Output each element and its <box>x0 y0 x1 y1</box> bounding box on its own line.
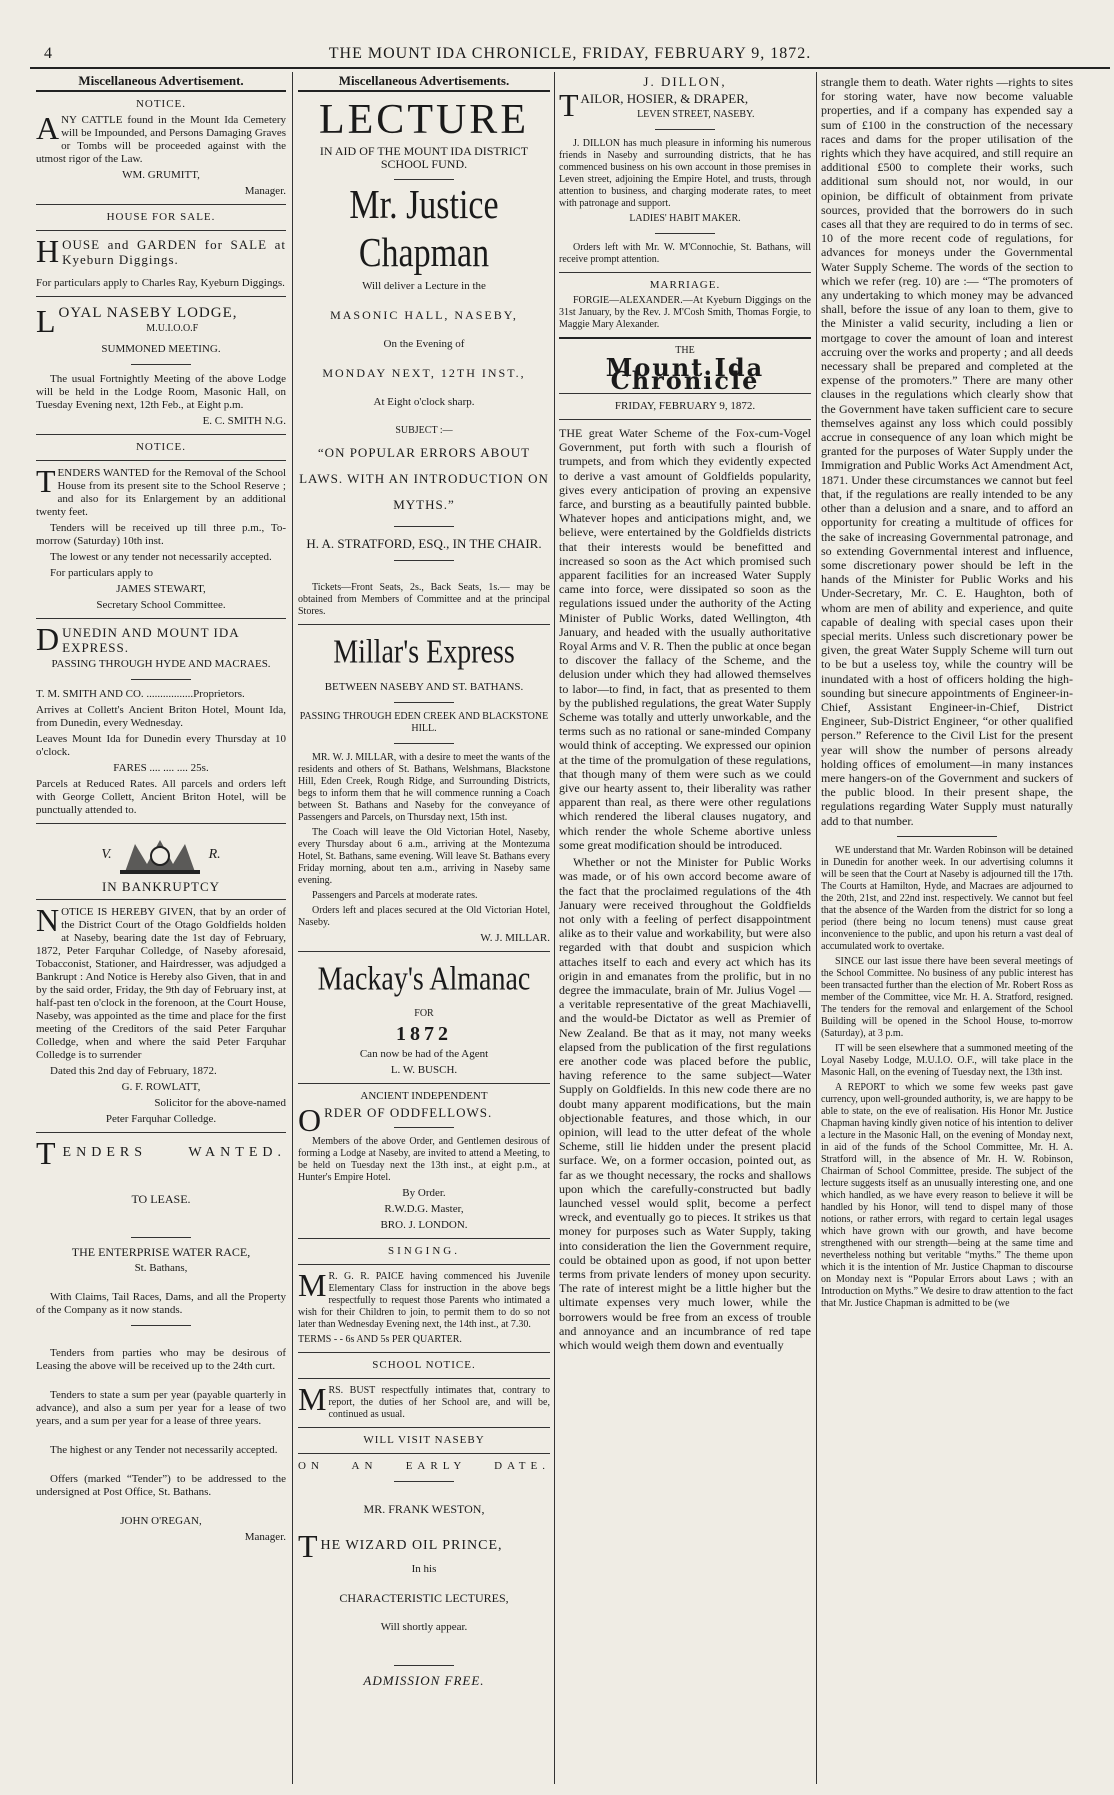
tenders-wanted-title: TENDERS WANTED. <box>36 1135 286 1171</box>
express-leaves: Leaves Mount Ida for Dunedin every Thursday at 10 o'clock. <box>36 733 286 758</box>
race-location: St. Bathans, <box>134 1262 188 1274</box>
signature: R.W.D.G. Master, <box>384 1203 464 1215</box>
school-notice-head: SCHOOL NOTICE. <box>372 1359 476 1371</box>
lecture-deliver: Will deliver a Lecture in the <box>362 280 486 292</box>
signature: W. J. MILLAR. <box>480 932 550 944</box>
express-arrives: Arrives at Collett's Ancient Briton Hotel, Mount Ida, from Dunedin, every Wednesday. <box>36 704 286 729</box>
news-item: WE understand that Mr. Warden Robinson will be detained in Dunedin for another week. In our advertising columns it will be seen that the Court at Naseby is adjourned till the 17th. The Courts at Hamilton, Hyde, and Macraes are adjourned to the 20th, 21st, and 22nd inst. respectively. We cannot but feel that the absence of the Warden from the district for so long a period (there being no locum tenens) must cause great inconvenience to the public, and upon his return a vast deal of accumulated work to overtake. <box>821 844 1073 952</box>
lecture-hall: MASONIC HALL, NASEBY, <box>330 308 518 322</box>
performer-name: MR. FRANK WESTON, <box>363 1502 485 1516</box>
column-rule <box>816 72 817 1784</box>
millar-text: The Coach will leave the Old Victorian Hotel, Naseby, every Thursday about 6 a.m., arriving at the Montezuma Hotel, St. Bathans, same evening. Will leave St. Bathans every Friday morning, about ten a.m., arriving in Naseby same evening. <box>298 827 550 886</box>
to-lease: TO LEASE. <box>131 1192 191 1206</box>
marriage-text: FORGIE—ALEXANDER.—At Kyeburn Diggings on the 31st January, by the Rev. J. M'Cosh Smith, Thomas Forgie, to Maggie Mary Alexander. <box>559 295 811 330</box>
race-text: Tenders from parties who may be desirous of Leasing the above will be received up to the 24th curt. <box>36 1347 286 1372</box>
cattle-notice: ANY CATTLE found in the Mount Ida Cemetery will be Impounded, and Persons Damaging Graves or Tombs will be proceeded against with the utmost rigor of the Law. <box>36 110 286 165</box>
tenders-notice: TENDERS WANTED for the Removal of the School House from its present site to the School Reserve ; and also for its Enlargement by an additional twenty feet. <box>36 463 286 518</box>
almanac-agent-name: L. W. BUSCH. <box>390 1064 458 1076</box>
column-3 <box>559 72 811 1784</box>
ad-heading: NOTICE. <box>135 98 187 110</box>
singing-terms: TERMS - - 6s AND 5s PER QUARTER. <box>298 1334 462 1345</box>
lecture-aid: IN AID OF THE MOUNT IDA DISTRICT SCHOOL FUND. <box>319 144 529 171</box>
masthead <box>30 41 1110 69</box>
school-notice-text: MRS. BUST respectfully intimates that, contrary to report, the duties of her School are, and will be, continued as usual. <box>298 1381 550 1420</box>
millar-text: Passengers and Parcels at moderate rates. <box>312 890 478 901</box>
singing-text: MR. G. R. PAICE having commenced his Juvenile Elementary Class for instruction in the above begs respectfully to request those Parents who intimated a wish for their Children to join, to permit them to do so not later than Wednesday Evening next, the 14th inst., at 7.30. <box>298 1267 550 1330</box>
royal-crest <box>36 834 286 876</box>
ad-heading: NOTICE. <box>135 441 187 453</box>
oddfellows-by: By Order. <box>402 1187 446 1199</box>
express-parcels: Parcels at Reduced Rates. All parcels and orders left with George Collett, Ancient Briton Hotel, will be punctually attended to. <box>36 778 286 816</box>
millar-sub: BETWEEN NASEBY AND ST. BATHANS. <box>324 681 524 693</box>
section-heading: Miscellaneous Advertisements. <box>298 72 550 92</box>
crest-letter: R. <box>208 847 221 863</box>
almanac-year: 1872 <box>396 1023 452 1045</box>
millar-text: Orders left and places secured at the Old Victorian Hotel, Naseby. <box>298 905 550 928</box>
signature: WM. GRUMITT, <box>122 169 200 181</box>
the-label: THE <box>675 345 695 356</box>
editorial: THE great Water Scheme of the Fox-cum-Vogel Government, put forth with such a flourish of trumpets, and from which they evidently expected to derive a vast amount of Goldfields popularity, gives every anticipation of proving an expensive farce, and bursting as a beautifully painted bubble. Whatever hopes and anticipations might, and, we believe, were entertained by the Goldfields districts that their interests would be benefitted and increased so soon as the Act which promised such apparent facilities for an increased Water Supply came into force, were dissipated so soon as the regulations issued under the authority of the Acting Minister of Public Works, dated Wellington, 4th January, and headed with the usually authoritative Royal Arms and V. R. Then the public at once began to discover the fallacy of the Scheme, and the delusion under which they had allowed themselves to labor—to find, in fact, that as presented to them by the published regulations, the great Water Supply Scheme was totally and utterly unworkable, and the terms such as no rational or sane-minded Company would think of accepting. We expressed our opinion at the time of the promulgation of these regulations, that though many of them were such as we could give our hearty assent to, their liberality was rather apparent than real, as there were other regulations which rendered the liberal clauses nugatory, and which render the whole Scheme abortive unless some great modification should be introduced. <box>559 426 811 852</box>
millar-text: MR. W. J. MILLAR, with a desire to meet the wants of the residents and others of St. Bathans, Welshmans, Blackstone Hill, Eden Creek, Rough Ridge, and Surrounding Districts, begs to inform them that he will commence running a Coach between St. Bathans and Naseby for the conveyance of Passengers and Parcels, on Thursday next, 15th inst. <box>298 752 550 823</box>
lodge-title: LOYAL NASEBY LODGE, <box>36 303 238 339</box>
news-item: IT will be seen elsewhere that a summoned meeting of the Loyal Naseby Lodge, M.U.I.O. O.F., will take place in the Masonic Hall, on the evening of Tuesday next, the 13th inst. <box>821 1042 1073 1078</box>
visit-sub: ON AN EARLY DATE. <box>298 1460 550 1472</box>
oddfellows-text: Members of the above Order, and Gentlemen desirous of forming a Lodge at Naseby, are invited to attend a Meeting, to be held on Tuesday next the 13th inst., at eight p.m., at Hunter's Empire Hotel. <box>298 1136 550 1183</box>
performer-lectures: CHARACTERISTIC LECTURES, <box>339 1591 509 1605</box>
express-fares: FARES .... .... .... 25s. <box>113 762 209 774</box>
editorial: Whether or not the Minister for Public Works was made, or of his own accord become aware of the fact that the proclaimed regulations of the 4th January were received throughout the Goldfields not only with a feeling of perfect disappointment alike as to their value and workability, but were also regarded with that doubt and suspicion which attaches itself to each and every act which has its origin in and emanates from the prolific, but in no degree the immaculate, brain of Mr. Julius Vogel —a veritable representative of the great Machiavelli, and the would-be Dictator as well as Premier of New Zealand. Be that as it may, not many weeks elapsed from the publication of the first regulations ere another code was placed before the public, having reference to the same subject—Water Supply on Goldfields. In this new code there are no doubt many apparent modifications, but the main objectionable features, and those which, in our opinion, will lead to the utter defeat of the whole Scheme, still lie hidden under the present placid surface. We, on a former occasion, pointed out, as far as we thought necessary, the rocks and shallows upon which the carefully-constructed but badly launched vessel would split, become a perfect wreck, and eventually go to pieces. It strikes us that money for purposes such as Water Supply, taking into consideration the lien the Government require, could be obtained upon as good, if not upon better terms from private lenders of money upon security. The rate of interest might be a little higher but the ultimate expenses very much lower, while the borrowers would be free from an excess of trouble and annoyance and an incumbrance of red tape which would weigh them down and eventually <box>559 855 811 1352</box>
crest-letter: V. <box>101 847 112 863</box>
lecture-speaker: Mr. Justice Chapman <box>349 183 499 276</box>
bankruptcy-heading: IN BANKRUPTCY <box>101 879 221 894</box>
visit-head: WILL VISIT NASEBY <box>363 1434 485 1446</box>
signature: G. F. ROWLATT, <box>121 1081 201 1093</box>
dillon-text: J. DILLON has much pleasure in informing his numerous friends in Naseby and surrounding districts, that he has commenced business on his own account in those premises in Leven street, adjoining the Empire Hotel, and trusts, through attention to business, and charging moderate rates, to meet with patronage and support. <box>559 138 811 209</box>
section-heading: Miscellaneous Advertisement. <box>36 72 286 92</box>
dillon-title: TAILOR, HOSIER, & DRAPER, <box>559 87 749 123</box>
ad-heading: HOUSE FOR SALE. <box>106 211 216 223</box>
signature-title: Secretary School Committee. <box>96 599 226 611</box>
coat-of-arms-icon <box>115 834 205 876</box>
signature-title: Solicitor for the above-named <box>154 1097 286 1109</box>
house-apply: For particulars apply to Charles Ray, Kyeburn Diggings. <box>36 277 285 289</box>
race-text: With Claims, Tail Races, Dams, and all the Property of the Company as it now stands. <box>36 1291 286 1316</box>
express-title: DUNEDIN AND MOUNT IDA EXPRESS. <box>36 621 239 657</box>
performer-in-his: In his <box>411 1563 437 1575</box>
almanac-agent: Can now be had of the Agent <box>359 1048 489 1060</box>
house-ad: HOUSE and GARDEN for SALE at Kyeburn Diggings. <box>36 233 286 269</box>
dillon-habit: LADIES' HABIT MAKER. <box>629 213 741 224</box>
editorial-continued: strangle them to death. Water rights —rights to sites for storing water, have now become valuable properties, and if a company has expended say a sum of £100 in the construction of the necessary races and dams for the proper utilisation of the rights which they have acquired, and still require an additional £500 to complete their works, such additional sum should not, nor would, in our opinion, be difficult of obtainment from private sources, provided that the borrowers do in such cases all that they are required to do in terms of sec. 10 of the more recent code of regulations, for advances for moneys under the Governmental Water Supply Scheme. The words of the section to which we refer (reg. 10) are :— “The promoters of any undertaking to which money may be advanced shall, before the issue of any loan to them, give to the Minister a valid security, including a lien or mortgage to cover the amount of loan and interest accruing over the works and property ; and all deeds necessary shall be prepared and completed at the expense of the promoters.” There are many other clauses in the regulations which clearly show that the Government have taken sufficient care to secure themselves against any loss which could possibly accrue in consequence of any loan which might be granted for the purposes of Water Supply under the Immigration and Public Works Act Amendment Act, 1871. Under these circumstances we cannot but feel that, if the regulations are really intended to be any other than a delusion and a snare, and to afford an opportunity for creating a multitude of offices for the sake of increasing Governmental patronage, and so extending Governmental interest and influence, some discretionary power should be left in the hands of the Minister for Public Works and his Under-Secretary, Mr. C. E. Haughton, both of whom are men of ability and experience, and quite capable of dealing with special cases upon their special merits. Unless such discretionary power be given, the great Water Supply Scheme will turn out to be but a useless toy, while the country will be inundated with a host of officers holding the high-sounding but sinecure appointments of Engineer-in-Chief, Assistant Engineer-in-Chief, District Engineer, Sub-District Engineer, “or other qualified person.” Reference to the Civil List for the present year will show the number of persons already holding offices of emolument—in many instances mere hangers-on of the Government and suckers of the public blood. In their present shape, the regulations regarding Water Supply must naturally add to that number. <box>821 75 1073 828</box>
column-rule <box>554 72 555 1784</box>
almanac-for: FOR <box>414 1008 434 1019</box>
lodge-meeting: SUMMONED MEETING. <box>101 343 221 355</box>
lecture-chair: H. A. STRATFORD, ESQ., IN THE CHAIR. <box>306 536 542 551</box>
lodge-text: The usual Fortnightly Meeting of the above Lodge will be held in the Lodge Room, Masonic Hall, on Tuesday Evening next, 12th Feb., at Eight p.m. <box>36 373 286 411</box>
lecture-subject: “ON POPULAR ERRORS ABOUT LAWS. WITH AN INTRODUCTION ON MYTHS.” <box>299 445 549 512</box>
lecture-time: At Eight o'clock sharp. <box>373 396 475 408</box>
express-proprietors: T. M. SMITH AND CO. .................Proprietors. <box>36 688 245 700</box>
oddfellows-title: ORDER OF ODDFELLOWS. <box>298 1102 493 1138</box>
column-2 <box>298 72 550 1784</box>
race-title: THE ENTERPRISE WATER RACE, <box>71 1245 251 1259</box>
column-rule <box>292 72 293 1784</box>
singing-head: SINGING. <box>388 1245 460 1257</box>
column-4 <box>821 72 1073 1784</box>
news-item: A REPORT to which we some few weeks past gave currency, upon well-grounded authority, is, we are happy to be able to state, on the eve of realisation. His Honor Mr. Justice Chapman having kindly given notice of his intention to deliver a lecture in the Masonic Hall, on the evening of Monday next, in aid of the funds of the School Committee, Mr. H. A. Stratford will, in the absence of Mr. H. W. Robinson, Chairman of School Committee, preside. The subject of the lecture suggests itself as an unusually interesting one, and one which handled, as we have every reason to believe it will be handled by his Honor, will tend to dispel many of those notions, or rather errors, with regard to certain legal usages which have grown with our growth, and have become strengthened with our strength—being at the same time and nevertheless nothing but veritable “myths.” The theme upon which it is the intention of Mr. Justice Chapman to discourse on Monday next is “Popular Errors about Laws ; with an Introduction on Myths.” We desire to draw attention to the fact that Mr. Justice Chapman is admitted to be (we <box>821 1081 1073 1309</box>
bankruptcy-notice: NOTICE IS HEREBY GIVEN, that by an order of the District Court of the Otago Goldfields holden at Naseby, bearing date the 1st day of February, 1872, Peter Farquhar Colledge, of Naseby aforesaid, Tobacconist, Stationer, and Hairdresser, was adjudged a Bankrupt : And Notice is Hereby also Given, that in and by the said order, Friday, the 9th day of February inst, at half-past ten o'clock in the forenoon, at the Court House, Naseby, was appointed as the time and place for the first meeting of the Creditors of the said Peter Farquhar Colledge, when and where the said Peter Farquhar Colledge is to surrender <box>36 902 286 1061</box>
dillon-address: LEVEN STREET, NASEBY. <box>637 109 755 120</box>
lecture-subject-label: SUBJECT :— <box>395 425 453 436</box>
tenders-text: Tenders will be received up till three p.m., To-morrow (Saturday) 10th inst. <box>36 522 286 547</box>
signature-title: Peter Farquhar Colledge. <box>105 1113 217 1125</box>
lecture-tickets: Tickets—Front Seats, 2s., Back Seats, 1s.— may be obtained from Members of Committee and at the principal Stores. <box>298 582 550 617</box>
lecture-evening: On the Evening of <box>383 338 465 350</box>
performer-appear: Will shortly appear. <box>380 1621 468 1633</box>
express-route: PASSING THROUGH HYDE AND MACRAES. <box>51 658 271 670</box>
news-item: SINCE our last issue there have been several meetings of the School Committee. No business of any public interest has been transacted further than the election of Mr. Robert Ross as member of the Committee, vice Mr. H. A. Stratford, resigned. The tenders for the removal and enlargement of the School Building will be opened in the School House, to-morrow (Saturday), at 3 p.m. <box>821 955 1073 1039</box>
millar-route: PASSING THROUGH EDEN CREEK AND BLACKSTONE HILL. <box>299 711 549 734</box>
dillon-orders: Orders left with Mr. W. M'Connochie, St. Bathans, will receive prompt attention. <box>559 242 811 265</box>
paper-name: Mount Ida Chronicle <box>605 353 765 395</box>
signature: JAMES STEWART, <box>116 583 206 595</box>
lecture-date: MONDAY NEXT, 12TH INST., <box>322 366 526 380</box>
tenders-text: For particulars apply to <box>50 567 153 579</box>
millar-title: Millar's Express <box>333 633 515 671</box>
signature: JOHN O'REGAN, <box>120 1515 202 1527</box>
signature-title: Manager. <box>244 1531 286 1543</box>
lecture-title: LECTURE <box>319 97 529 143</box>
oddfellows-head: ANCIENT INDEPENDENT <box>360 1090 488 1102</box>
column-1 <box>36 72 286 1784</box>
signature: BRO. J. LONDON. <box>380 1219 468 1231</box>
marriage-head: MARRIAGE. <box>649 279 721 291</box>
admission: ADMISSION FREE. <box>363 1673 485 1688</box>
race-text: Tenders to state a sum per year (payable quarterly in advance), and also a sum per year for a lease of two years, and a sum per year for a lease of three years. <box>36 1389 286 1427</box>
paper-date: FRIDAY, FEBRUARY 9, 1872. <box>614 400 756 412</box>
signature-title: Manager. <box>244 185 286 197</box>
signature: E. C. SMITH N.G. <box>202 415 286 427</box>
bankruptcy-dated: Dated this 2nd day of February, 1872. <box>50 1065 217 1077</box>
almanac-title: Mackay's Almanac <box>317 960 531 998</box>
dillon-name: J. DILLON, <box>643 74 727 89</box>
page-number: 4 <box>44 45 52 62</box>
tenders-text: The lowest or any tender not necessarily accepted. <box>50 551 272 563</box>
lodge-sub: M.U.I.O.O.F <box>146 323 199 334</box>
masthead-title: THE MOUNT IDA CHRONICLE, FRIDAY, FEBRUARY 9, 1872. <box>328 45 812 62</box>
performer-title: THE WIZARD OIL PRINCE, <box>298 1528 503 1564</box>
race-text: Offers (marked “Tender”) to be addressed to the undersigned at Post Office, St. Bathans. <box>36 1473 286 1498</box>
race-text: The highest or any Tender not necessarily accepted. <box>50 1444 278 1456</box>
